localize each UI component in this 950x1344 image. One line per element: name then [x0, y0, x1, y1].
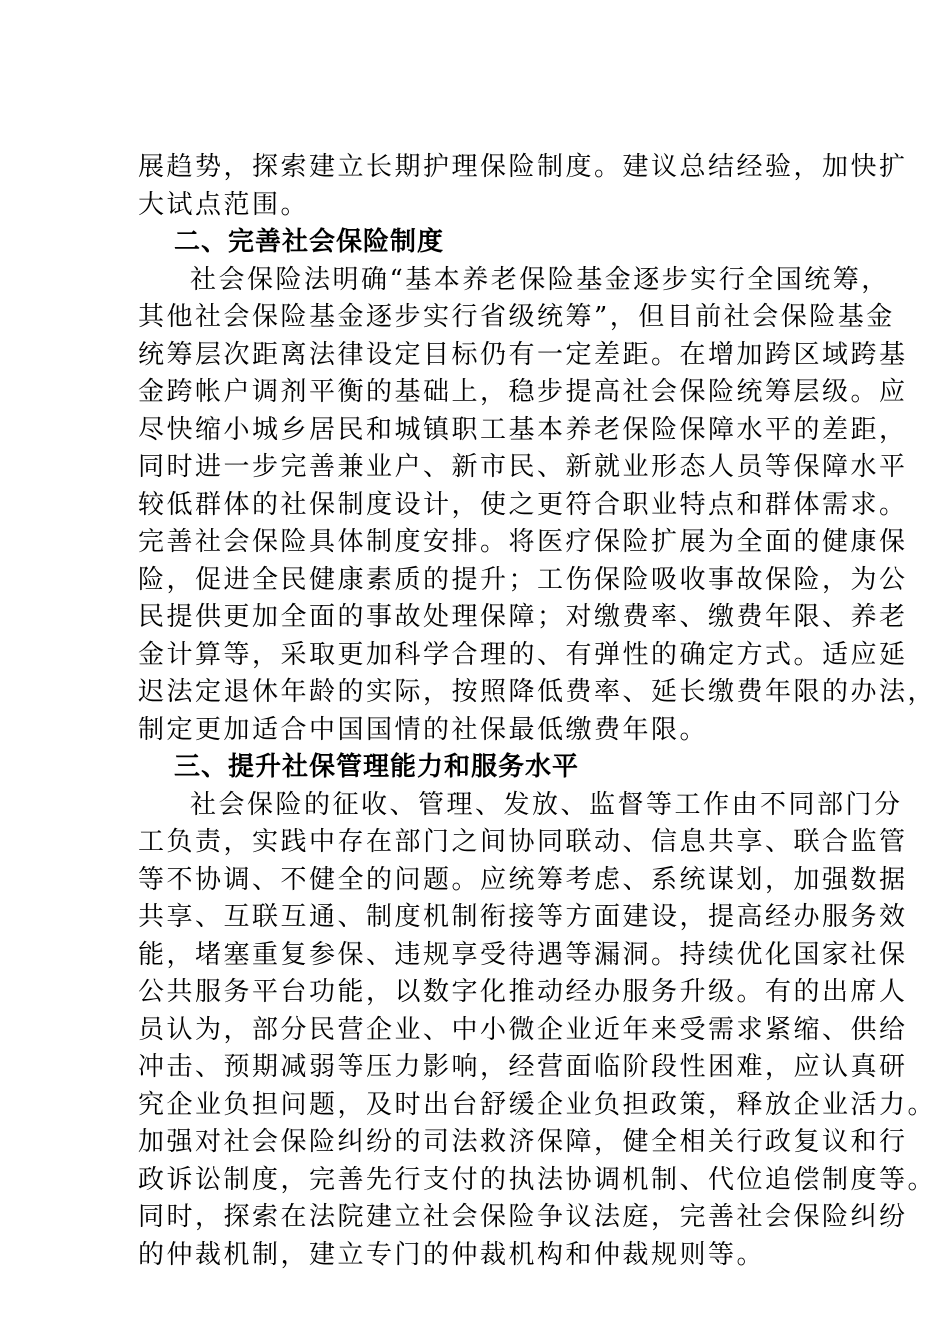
text-line: 完善社会保险具体制度安排。将医疗保险扩展为全面的健康保 — [138, 527, 908, 557]
text-line: 能，堵塞重复参保、违规享受待遇等漏洞。持续优化国家社保 — [138, 939, 908, 970]
text-line: 制定更加适合中国国情的社保最低缴费年限。 — [138, 714, 709, 745]
text-line: 共享、互联互通、制度机制衔接等方面建设，提高经办服务效 — [138, 902, 908, 932]
text-line: 工负责，实践中存在部门之间协同联动、信息共享、联合监管 — [138, 827, 908, 857]
text-line: 展趋势，探索建立长期护理保险制度。建议总结经验，加快扩 — [138, 152, 908, 182]
text-line: 公共服务平台功能，以数字化推动经办服务升级。有的出席人 — [138, 977, 908, 1007]
text-line: 大试点范围。 — [138, 189, 310, 220]
text-line: 险，促进全民健康素质的提升；工伤保险吸收事故保险，为公 — [138, 564, 908, 595]
intro-paragraph — [138, 149, 908, 224]
text-line: 其他社会保险基金逐步实行省级统筹”，但目前社会保险基金 — [138, 302, 895, 332]
text-line: 尽快缩小城乡居民和城镇职工基本养老保险保障水平的差距， — [138, 414, 908, 445]
text-line: 冲击、预期减弱等压力影响，经营面临阶段性困难，应认真研 — [138, 1052, 908, 1082]
text-line: 员认为，部分民营企业、中小微企业近年来受需求紧缩、供给 — [138, 1014, 908, 1045]
text-line: 同时，探索在法院建立社会保险争议法庭，完善社会保险纠纷 — [138, 1202, 908, 1232]
text-line: 等不协调、不健全的问题。应统筹考虑、系统谋划，加强数据 — [138, 864, 908, 895]
section-heading-2: 二、完善社会保险制度 — [174, 227, 445, 257]
text-line: 政诉讼制度，完善先行支付的执法协调机制、代位追偿制度等。 — [138, 1164, 937, 1195]
text-line: 金计算等，采取更加科学合理的、有弹性的确定方式。适应延 — [138, 639, 908, 670]
text-line: 金跨帐户调剂平衡的基础上，稳步提高社会保险统筹层级。应 — [138, 377, 908, 407]
text-line: 同时进一步完善兼业户、新市民、新就业形态人员等保障水平 — [138, 452, 908, 482]
text-line: 社会保险法明确“基本养老保险基金逐步实行全国统筹， — [190, 264, 890, 295]
text-line: 社会保险的征收、管理、发放、监督等工作由不同部门分 — [190, 789, 903, 820]
text-line: 较低群体的社保制度设计，使之更符合职业特点和群体需求。 — [138, 489, 908, 520]
text-line: 加强对社会保险纠纷的司法救济保障，健全相关行政复议和行 — [138, 1127, 908, 1157]
document-body — [138, 149, 937, 1274]
text-line: 迟法定退休年龄的实际，按照降低费率、延长缴费年限的办法， — [138, 677, 937, 707]
text-line: 民提供更加全面的事故处理保障；对缴费率、缴费年限、养老 — [138, 602, 908, 632]
section-heading-3: 三、提升社保管理能力和服务水平 — [174, 752, 580, 782]
text-line: 究企业负担问题，及时出台舒缓企业负担政策，释放企业活力。 — [138, 1089, 937, 1120]
text-line: 的仲裁机制，建立专门的仲裁机构和仲裁规则等。 — [138, 1239, 766, 1270]
section-3-paragraph — [138, 787, 937, 1275]
section-2-paragraph — [138, 262, 937, 750]
text-line: 统筹层次距离法律设定目标仍有一定差距。在增加跨区域跨基 — [138, 339, 908, 370]
